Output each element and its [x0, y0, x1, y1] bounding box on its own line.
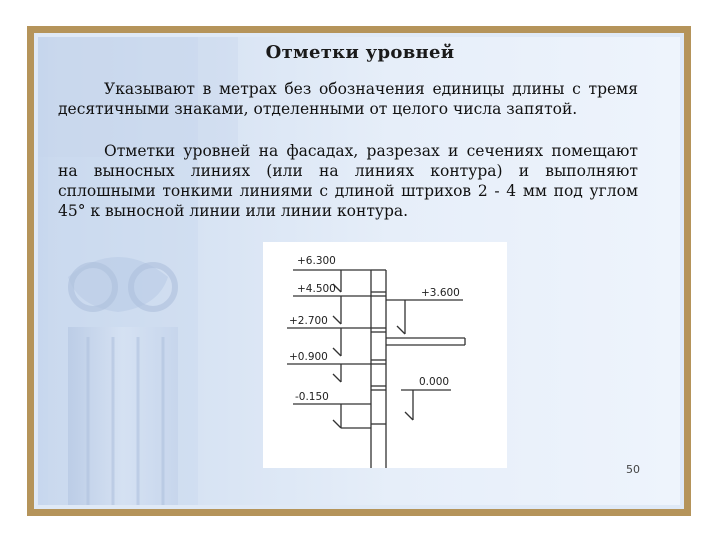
- mark-label: +3.600: [421, 287, 460, 299]
- mark-label: 0.000: [419, 376, 450, 388]
- level-marks-figure: [263, 242, 507, 468]
- mark-label: -0.150: [295, 391, 329, 403]
- slide-title: Отметки уровней: [265, 42, 455, 63]
- paragraph-2: Отметки уровней на фасадах, разрезах и сечениях помещают на выносных линиях (или на линиях контура) и выполняют сплошными тонкими линиями с длиной штрихов 2 - 4 мм под углом 45° к выносной линии или линии контура.: [58, 142, 638, 220]
- page-number: 50: [626, 463, 640, 476]
- mark-label: +4.500: [297, 283, 336, 295]
- mark-label: +0.900: [289, 351, 328, 363]
- paragraph-1: Указывают в метрах без обозначения единицы длины с тремя десятичными знаками, отделенными от целого числа запятой.: [58, 80, 638, 118]
- mark-label: +2.700: [289, 315, 328, 327]
- level-marks-drawing: [263, 242, 507, 468]
- mark-label: +6.300: [297, 255, 336, 267]
